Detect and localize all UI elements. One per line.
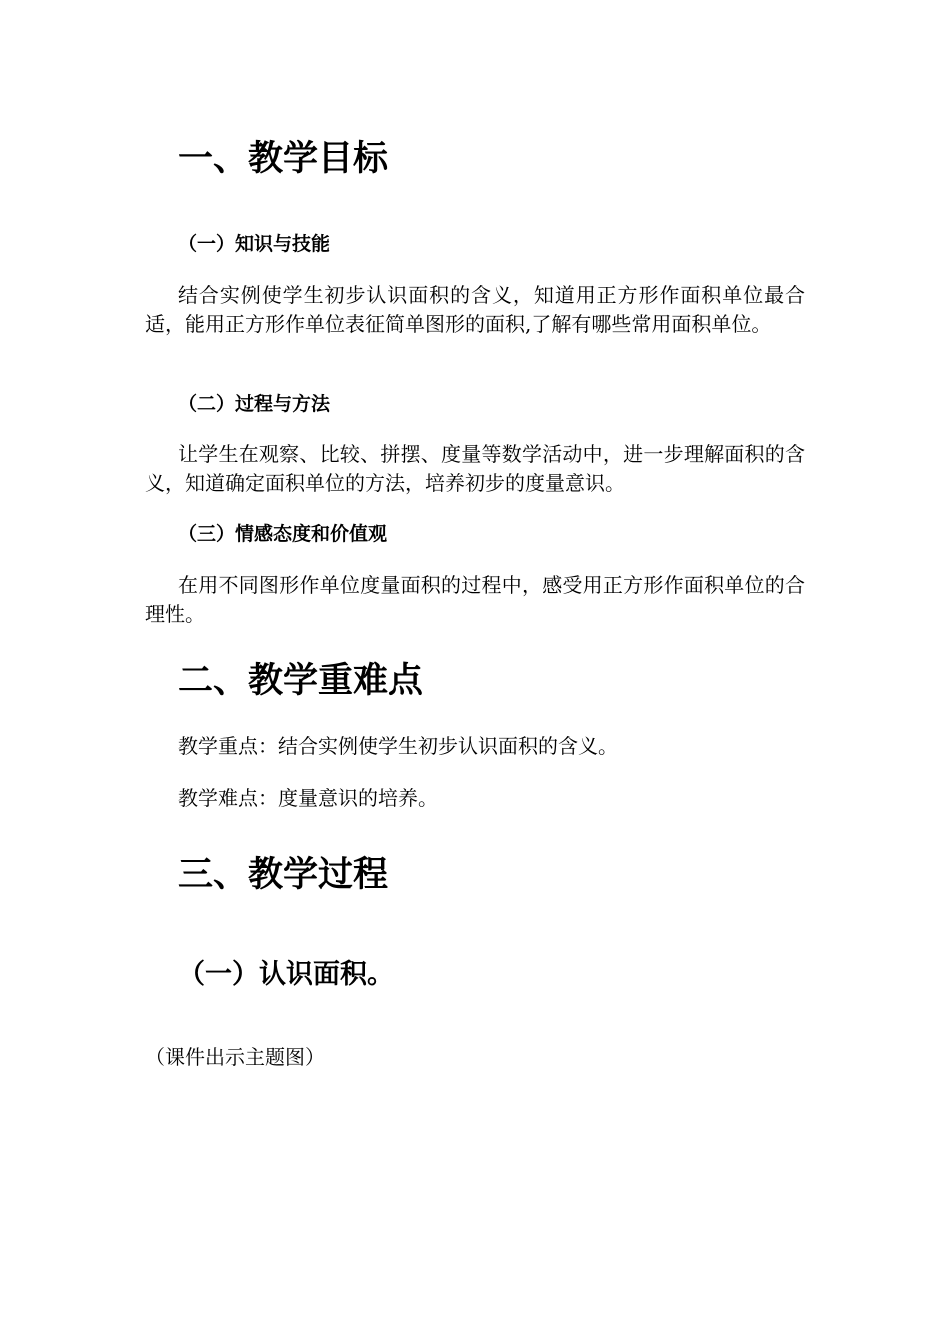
paragraph-emotion-values: 在用不同图形作单位度量面积的过程中，感受用正方形作面积单位的合理性。 [145,573,805,626]
difficult-point-text: 教学难点：度量意识的培养。 [178,786,438,810]
section-heading-teaching-process: 三、教学过程 [178,855,389,895]
section-heading-key-difficult-points: 二、教学重难点 [178,661,424,701]
paragraph-knowledge-skills: 结合实例使学生初步认识面积的含义，知道用正方形作面积单位最合适，能用正方形作单位表征简单图形的面积,了解有哪些常用面积单位。 [145,283,805,336]
subheading-process-methods: （二）过程与方法 [178,393,331,415]
subheading-emotion-values: （三）情感态度和价值观 [178,523,388,545]
section-heading-teaching-objectives: 一、教学目标 [178,139,389,179]
courseware-note: （课件出示主题图） [145,1045,325,1069]
key-point-text: 教学重点：结合实例使学生初步认识面积的含义。 [178,734,618,758]
paragraph-process-methods: 让学生在观察、比较、拼摆、度量等数学活动中，进一步理解面积的含义，知道确定面积单位的方法，培养初步的度量意识。 [145,442,805,495]
subheading-knowledge-skills: （一）知识与技能 [178,233,331,255]
subheading-understand-area: （一）认识面积。 [178,959,394,990]
